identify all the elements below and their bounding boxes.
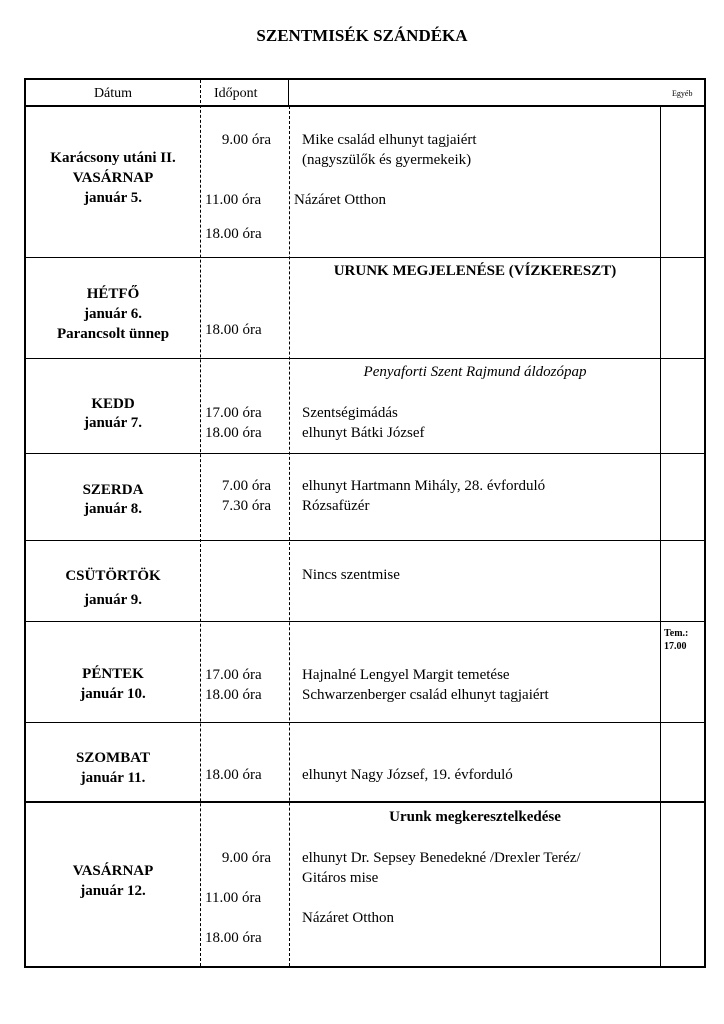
intention-text: elhunyt Dr. Sepsey Benedekné /Drexler Teréz/ bbox=[302, 850, 581, 866]
intention-text: Názáret Otthon bbox=[294, 192, 387, 208]
day-label: SZOMBAT bbox=[76, 750, 150, 766]
row-rule bbox=[24, 801, 706, 803]
mass-time: 17.00 óra bbox=[205, 405, 262, 421]
other-note: Tem.: bbox=[664, 628, 689, 639]
row-rule bbox=[24, 257, 706, 258]
intention-text: (nagyszülők és gyermekeik) bbox=[302, 152, 472, 168]
header-rule bbox=[24, 105, 706, 107]
day-label: VASÁRNAP bbox=[72, 170, 154, 186]
row-rule bbox=[24, 722, 706, 723]
day-label: január 7. bbox=[83, 415, 143, 431]
intention-text: Mike család elhunyt tagjaiért bbox=[302, 132, 477, 148]
intention-text: Gitáros mise bbox=[302, 870, 379, 886]
row-rule bbox=[24, 358, 706, 359]
day-label: HÉTFŐ bbox=[86, 286, 140, 302]
day-label: január 5. bbox=[83, 190, 143, 206]
intention-text: Schwarzenberger család elhunyt tagjaiért bbox=[302, 687, 549, 703]
header-time: Időpont bbox=[214, 86, 258, 101]
mass-time: 11.00 óra bbox=[205, 890, 262, 906]
mass-time: 7.30 óra bbox=[221, 498, 271, 514]
document-title: SZENTMISÉK SZÁNDÉKA bbox=[256, 26, 468, 45]
day-label: január 8. bbox=[83, 501, 143, 517]
intention-text: Rózsafüzér bbox=[302, 498, 370, 514]
mass-time: 18.00 óra bbox=[205, 226, 262, 242]
intention-text: Názáret Otthon bbox=[302, 910, 395, 926]
mass-time: 17.00 óra bbox=[205, 667, 262, 683]
day-label: SZERDA bbox=[82, 482, 144, 498]
day-label: január 6. bbox=[83, 306, 143, 322]
header-other: Egyéb bbox=[672, 89, 693, 98]
day-label: január 10. bbox=[80, 686, 146, 702]
mass-time: 18.00 óra bbox=[205, 322, 262, 338]
mass-time: 11.00 óra bbox=[205, 192, 262, 208]
feast-heading: Penyaforti Szent Rajmund áldozópap bbox=[363, 364, 587, 380]
feast-heading: URUNK MEGJELENÉSE (VÍZKERESZT) bbox=[333, 263, 617, 279]
day-label: január 11. bbox=[80, 770, 146, 786]
day-label: VASÁRNAP bbox=[72, 863, 154, 879]
row-rule bbox=[24, 540, 706, 541]
mass-time: 18.00 óra bbox=[205, 687, 262, 703]
day-label: PÉNTEK bbox=[82, 666, 144, 682]
mass-time: 18.00 óra bbox=[205, 425, 262, 441]
day-label: KEDD bbox=[91, 396, 135, 412]
row-rule bbox=[24, 621, 706, 622]
header-date: Dátum bbox=[93, 86, 133, 101]
mass-time: 7.00 óra bbox=[221, 478, 271, 494]
row-rule bbox=[24, 453, 706, 454]
intention-text: elhunyt Nagy József, 19. évforduló bbox=[302, 767, 513, 783]
intention-text: Hajnalné Lengyel Margit temetése bbox=[302, 667, 510, 683]
intention-text: elhunyt Hartmann Mihály, 28. évforduló bbox=[302, 478, 546, 494]
intention-text: Nincs szentmise bbox=[302, 567, 400, 583]
feast-heading: Urunk megkeresztelkedése bbox=[389, 809, 561, 825]
other-note: 17.00 bbox=[664, 641, 687, 652]
day-label: CSÜTÖRTÖK bbox=[65, 568, 161, 584]
schedule-table bbox=[24, 78, 706, 968]
column-divider bbox=[660, 106, 661, 966]
intention-text: Szentségimádás bbox=[302, 405, 398, 421]
mass-time: 18.00 óra bbox=[205, 767, 262, 783]
day-label: január 12. bbox=[80, 883, 146, 899]
day-label: január 9. bbox=[83, 592, 143, 608]
day-label: Parancsolt ünnep bbox=[56, 326, 170, 342]
mass-time: 9.00 óra bbox=[221, 132, 271, 148]
column-divider bbox=[200, 80, 201, 966]
intention-text: elhunyt Bátki József bbox=[302, 425, 425, 441]
day-label: Karácsony utáni II. bbox=[50, 150, 176, 166]
mass-time: 18.00 óra bbox=[205, 930, 262, 946]
mass-time: 9.00 óra bbox=[221, 850, 271, 866]
column-divider bbox=[288, 80, 289, 105]
